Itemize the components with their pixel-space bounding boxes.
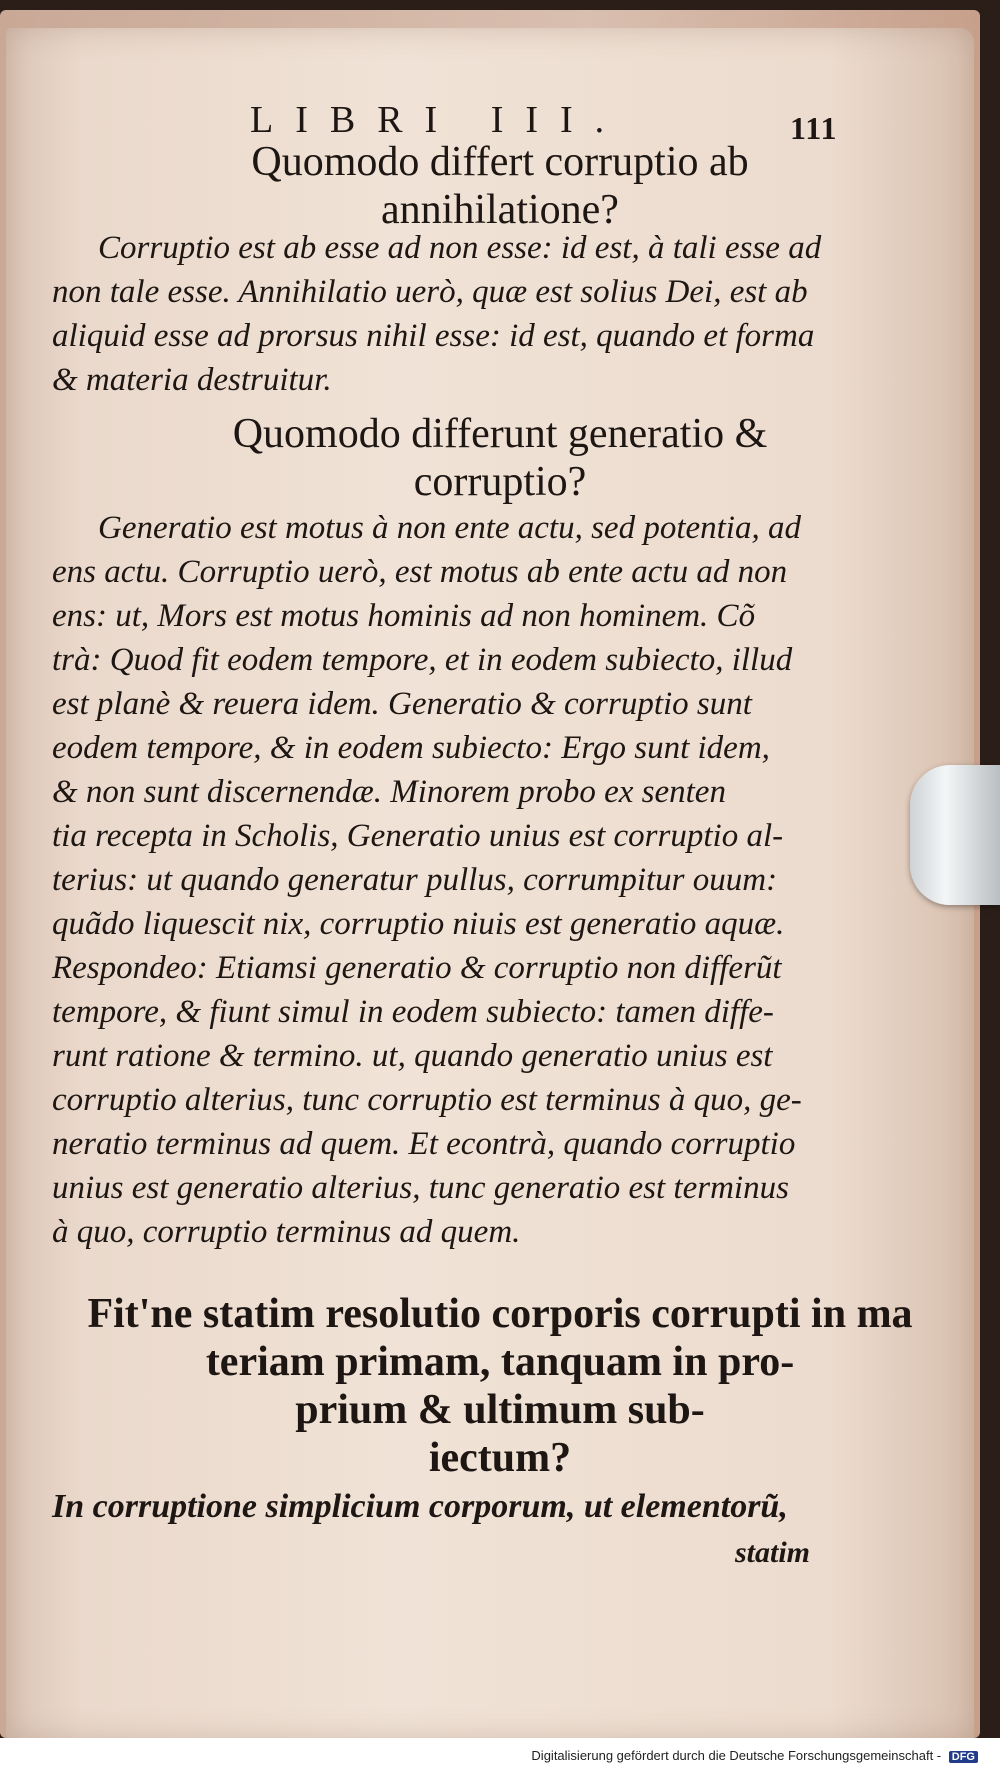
heading-line: prium & ultimum sub- bbox=[295, 1387, 705, 1433]
body-line: & non sunt discernendæ. Minorem probo ex senten bbox=[52, 774, 726, 810]
body-line: terius: ut quando generatur pullus, corrumpitur ouum: bbox=[52, 862, 778, 898]
body-line: corruptio alterius, tunc corruptio est terminus à quo, ge- bbox=[52, 1082, 802, 1118]
section-heading-3 bbox=[0, 1290, 1000, 1482]
body-line: Corruptio est ab esse ad non esse: id est, à tali esse ad bbox=[98, 230, 822, 266]
body-line: runt ratione & termino. ut, quando generatio unius est bbox=[52, 1038, 773, 1074]
heading-line: annihilatione? bbox=[381, 187, 619, 233]
section-body-2 bbox=[52, 506, 822, 1254]
folio-number: 111 bbox=[790, 110, 838, 146]
section-heading-1 bbox=[0, 138, 1000, 234]
catchword: statim bbox=[735, 1536, 811, 1569]
heading-line: corruptio? bbox=[413, 459, 587, 505]
body-line: unius est generatio alterius, tunc generatio est terminus bbox=[52, 1170, 789, 1206]
body-line: Generatio est motus à non ente actu, sed potentia, ad bbox=[98, 510, 801, 546]
body-line: trà: Quod fit eodem tempore, et in eodem subiecto, illud bbox=[52, 642, 793, 678]
body-line: ens actu. Corruptio uerò, est motus ab ente actu ad non bbox=[52, 554, 788, 590]
heading-line: teriam primam, tanquam in pro- bbox=[205, 1339, 795, 1385]
heading-line: Quomodo differunt generatio & bbox=[232, 411, 768, 457]
digitization-credit bbox=[531, 1748, 978, 1763]
body-line: non tale esse. Annihilatio uerò, quæ est solius Dei, est ab bbox=[52, 274, 808, 310]
body-line: & materia destruitur. bbox=[52, 362, 332, 398]
body-line: ens: ut, Mors est motus hominis ad non hominem. Cõ bbox=[52, 598, 756, 634]
heading-line: iectum? bbox=[428, 1435, 572, 1481]
body-line: neratio terminus ad quem. Et econtrà, quando corruptio bbox=[52, 1126, 796, 1162]
heading-line: Quomodo differt corruptio ab bbox=[251, 139, 749, 185]
body-line: est planè & reuera idem. Generatio & corruptio sunt bbox=[52, 686, 752, 722]
body-line: eodem tempore, & in eodem subiecto: Ergo sunt idem, bbox=[52, 730, 770, 766]
credit-text: Digitalisierung gefördert durch die Deutsche Forschungsgemeinschaft - bbox=[531, 1748, 942, 1763]
body-line: Respondeo: Etiamsi generatio & corruptio non differũt bbox=[52, 950, 782, 986]
body-line: aliquid esse ad prorsus nihil esse: id est, quando et forma bbox=[52, 318, 815, 354]
body-line: quãdo liquescit nix, corruptio niuis est generatio aquæ. bbox=[52, 906, 785, 942]
body-line: tempore, & fiunt simul in eodem subiecto: tamen diffe- bbox=[52, 994, 774, 1030]
section-heading-2 bbox=[0, 410, 1000, 506]
body-line: tia recepta in Scholis, Generatio unius est corruptio al- bbox=[52, 818, 784, 854]
section-body-1 bbox=[52, 226, 822, 402]
heading-line: Fit'ne statim resolutio corporis corrupti in ma bbox=[87, 1291, 913, 1337]
section-body-3: In corruptione simplicium corporum, ut elementorũ, bbox=[52, 1488, 788, 1525]
dfg-logo-icon: DFG bbox=[949, 1751, 978, 1763]
page-clip bbox=[910, 765, 1000, 905]
running-head: LIBRI III. bbox=[250, 99, 627, 141]
body-line: à quo, corruptio terminus ad quem. bbox=[52, 1214, 521, 1250]
